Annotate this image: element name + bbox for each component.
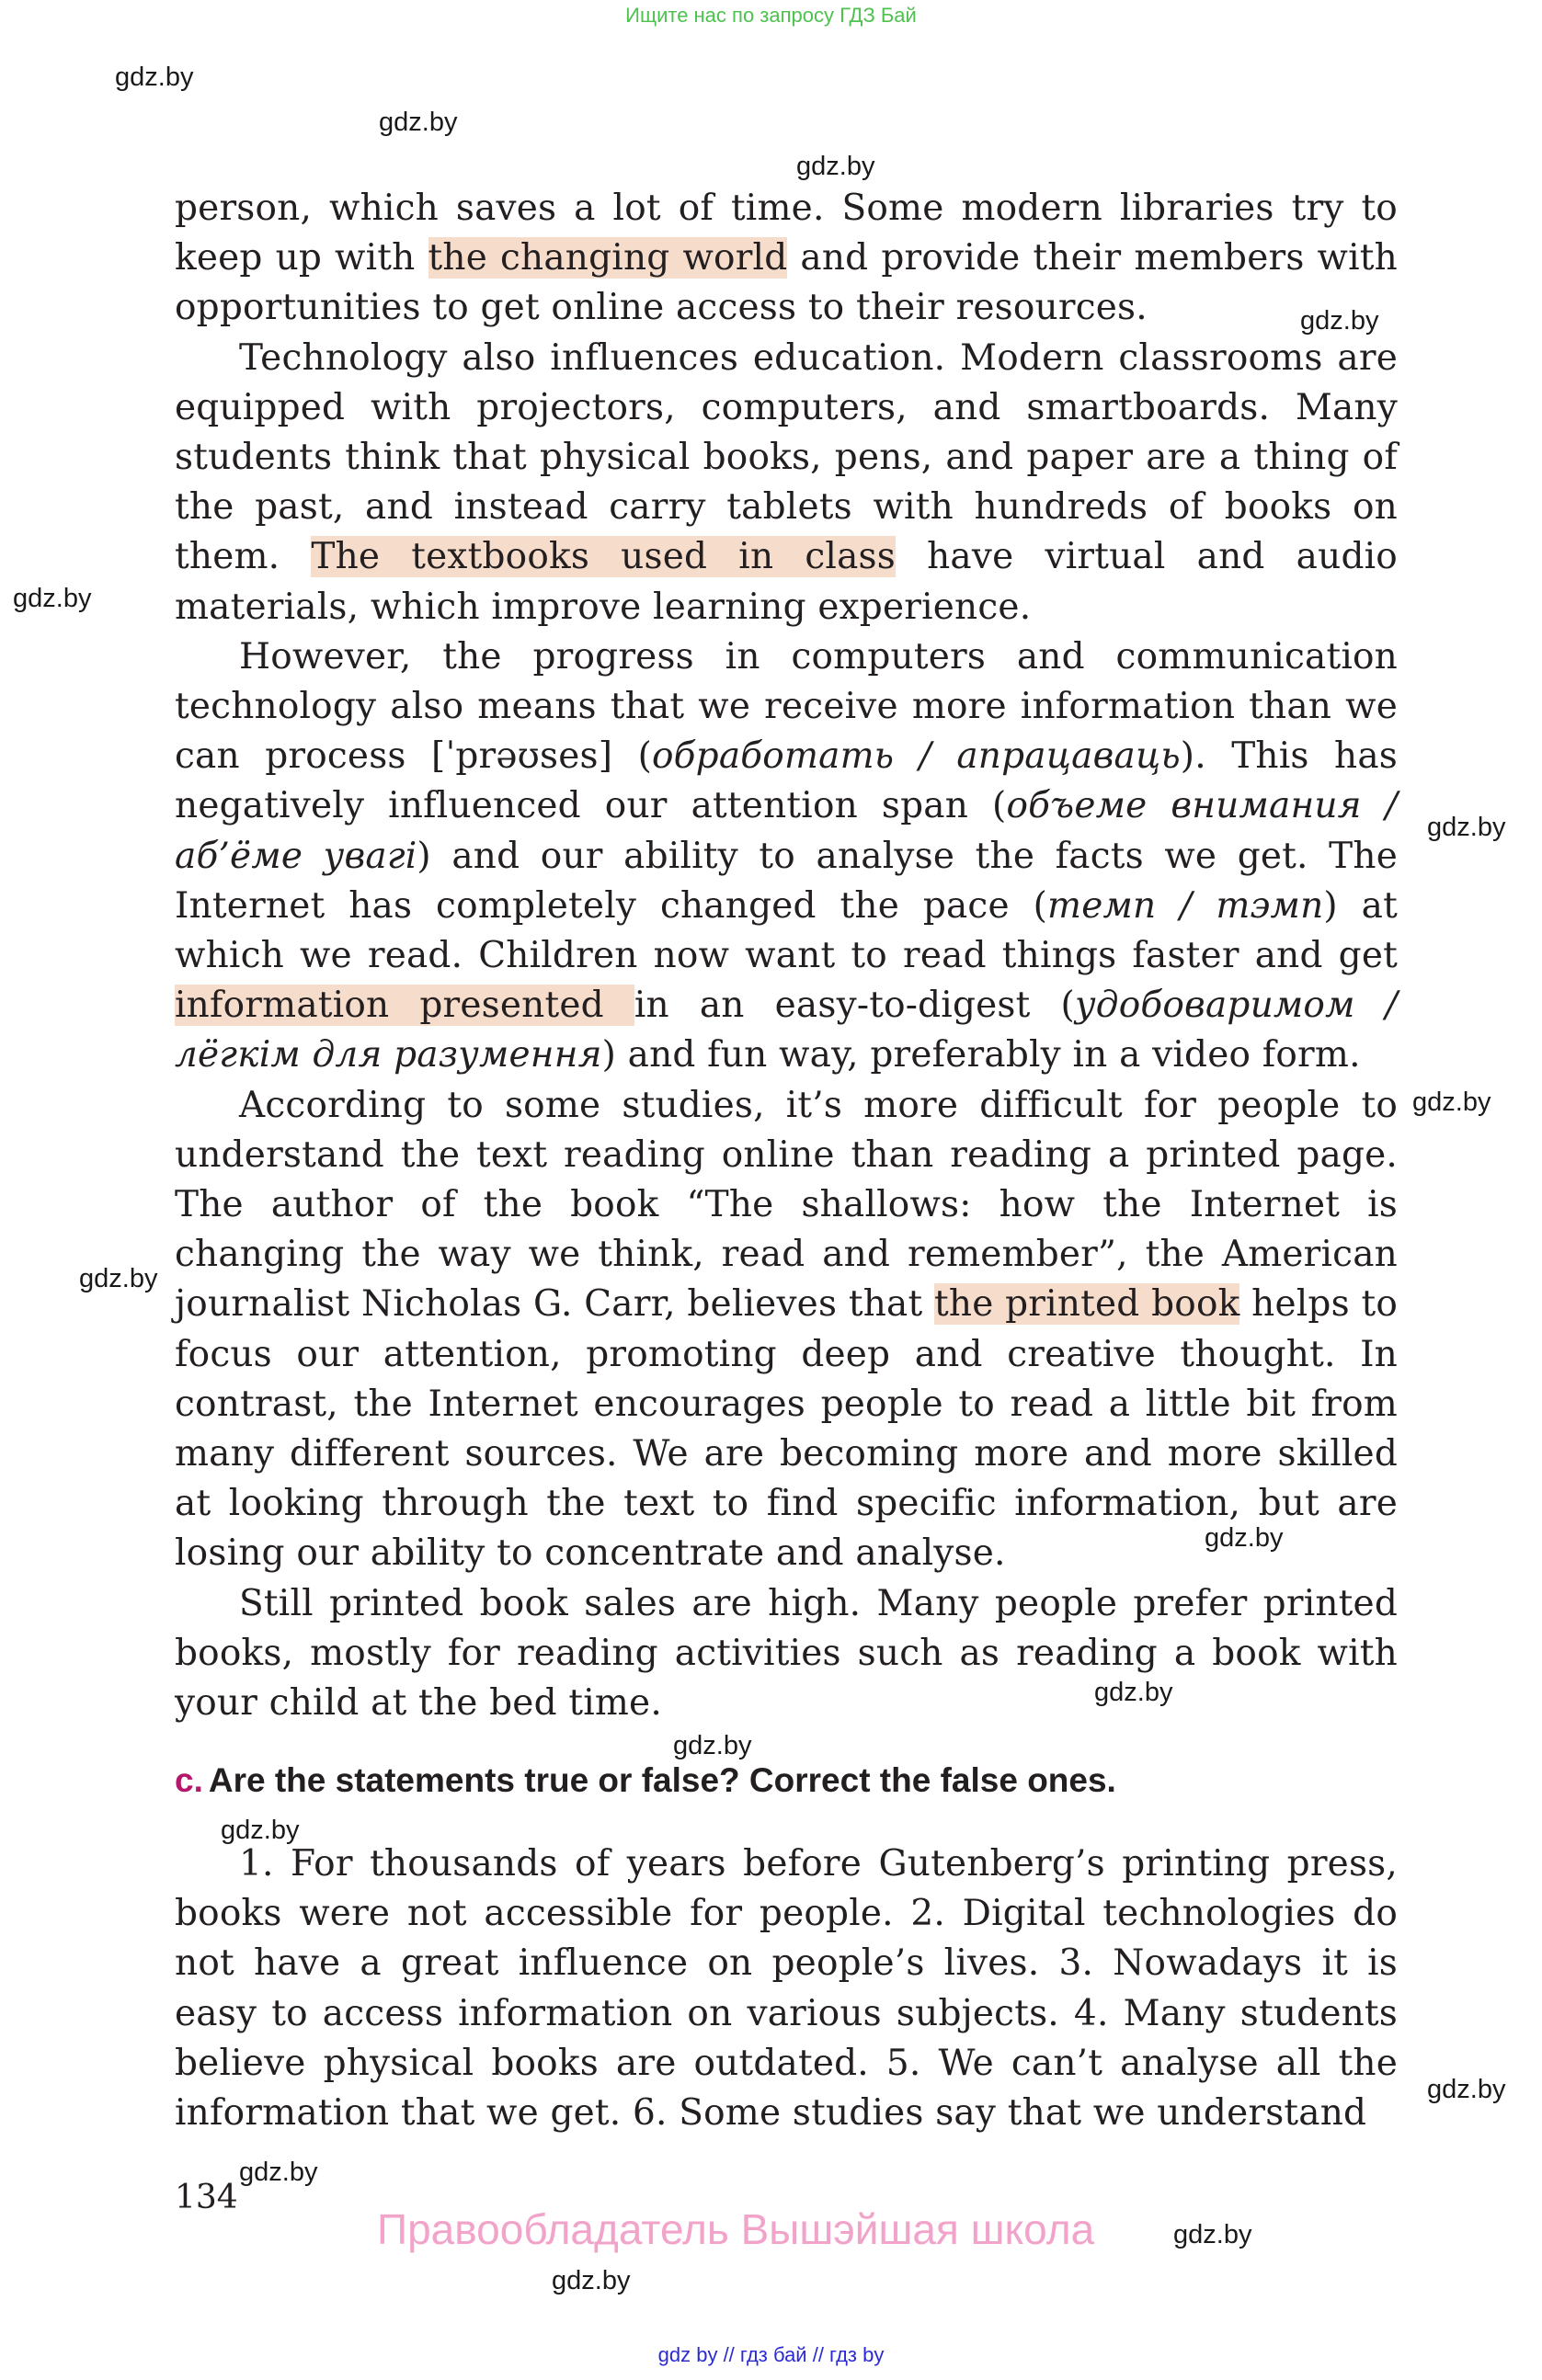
paragraph-2 [175, 334, 1398, 632]
paragraph-3 [175, 632, 1398, 1081]
text-run: person, which saves a lot of time. Some modern libraries try to keep up with [175, 188, 1398, 279]
watermark: gdz.by [1412, 1088, 1491, 1117]
copyright-notice: Правообладатель Вышэйшая школа [377, 2205, 1095, 2253]
paragraph-1 [175, 184, 1398, 334]
task-letter: c. [175, 1761, 203, 1799]
task-heading [175, 1761, 1116, 1800]
text-run: ) at which we read. Children now want to read things faster and get [175, 884, 1398, 977]
text-run: ). This has negatively influenced our attention span ( [175, 735, 1398, 827]
text-run: in an easy-to-digest ( [634, 985, 1075, 1027]
watermark: gdz.by [1427, 813, 1506, 842]
task-text: Are the statements true or false? Correct the false ones. [208, 1761, 1116, 1799]
translation-gloss: темп / тэмп [1047, 884, 1324, 927]
text-run: and provide their members with opportunities to get online access to their resources. [175, 237, 1398, 329]
watermark: gdz.by [379, 108, 458, 137]
text-run: ) and fun way, preferably in a video form. [601, 1034, 1361, 1076]
watermark: gdz.by [673, 1731, 752, 1760]
text-run: According to some studies, it’s more difficult for people to understand the text reading online than reading a printed page. The author of the book “The shallows: how the Internet is changing the way we think, read and remember”, the American journalist Nicholas G. Carr, believes that [175, 1084, 1398, 1326]
bottom-banner[interactable]: gdz by // гдз бай // гдз by [657, 2343, 885, 2366]
page-number: 134 [175, 2179, 238, 2216]
highlighted-phrase: the printed book [934, 1283, 1240, 1326]
watermark: gdz.by [1094, 1678, 1173, 1707]
watermark: gdz.by [115, 63, 194, 92]
text-run: Still printed book sales are high. Many people prefer printed books, mostly for reading activities such as reading a book with your child at the bed time. [175, 1582, 1398, 1725]
watermark: gdz.by [1427, 2075, 1506, 2104]
watermark: gdz.by [552, 2266, 631, 2295]
text-run: However, the progress in computers and communication technology also means that we receive more information than we can process [ˈprəʊses] ( [175, 635, 1398, 778]
watermark: gdz.by [1173, 2220, 1252, 2249]
text-run: ) and our ability to analyse the facts we get. The Internet has completely changed the pace ( [175, 835, 1398, 927]
watermark: gdz.by [221, 1816, 300, 1845]
highlighted-phrase: information presented [175, 985, 634, 1027]
watermark: gdz.by [79, 1264, 158, 1293]
highlighted-phrase: The textbooks used in class [311, 536, 896, 578]
translation-gloss: объеме внимания / аб’ёме увагі [175, 785, 1398, 877]
text-run: helps to focus our attention, promoting deep and creative thought. In contrast, the Internet encourages people to read a little bit from many different sources. We are becoming more and more skilled at looking through the text to find specific information, but are losing our ability to concentrate and analyse. [175, 1283, 1398, 1575]
translation-gloss: удобоваримом / лёгкім для разумення [175, 985, 1399, 1076]
paragraph-5 [175, 1579, 1398, 1729]
watermark: gdz.by [1300, 306, 1379, 336]
statements-text [175, 1839, 1398, 2138]
translation-gloss: обработать / апрацаваць [651, 735, 1181, 778]
reading-text [175, 184, 1398, 1728]
statements-paragraph: 1. For thousands of years before Gutenberg’s printing press, books were not accessible for people. 2. Digital technologies do not have a great influence on people’s lives. 3. Nowadays it is easy to access information on various subjects. 4. Many students believe physical books are outdated. 5. We can’t analyse all the information that we get. 6. Some studies say that we understand [175, 1843, 1398, 2135]
watermark: gdz.by [796, 152, 875, 181]
highlighted-phrase: the changing world [428, 237, 788, 279]
watermark: gdz.by [239, 2158, 318, 2187]
text-run: Technology also influences education. Modern classrooms are equipped with projectors, computers, and smartboards. Many students think that physical books, pens, and paper are a thing of the past, and instead carry tablets with hundreds of books on them. [175, 336, 1398, 578]
watermark: gdz.by [1205, 1523, 1284, 1553]
watermark: gdz.by [13, 584, 92, 613]
top-banner[interactable]: Ищите нас по запросу ГДЗ Бай [625, 4, 917, 27]
text-run: have virtual and audio materials, which improve learning experience. [175, 536, 1398, 628]
paragraph-4 [175, 1081, 1398, 1579]
